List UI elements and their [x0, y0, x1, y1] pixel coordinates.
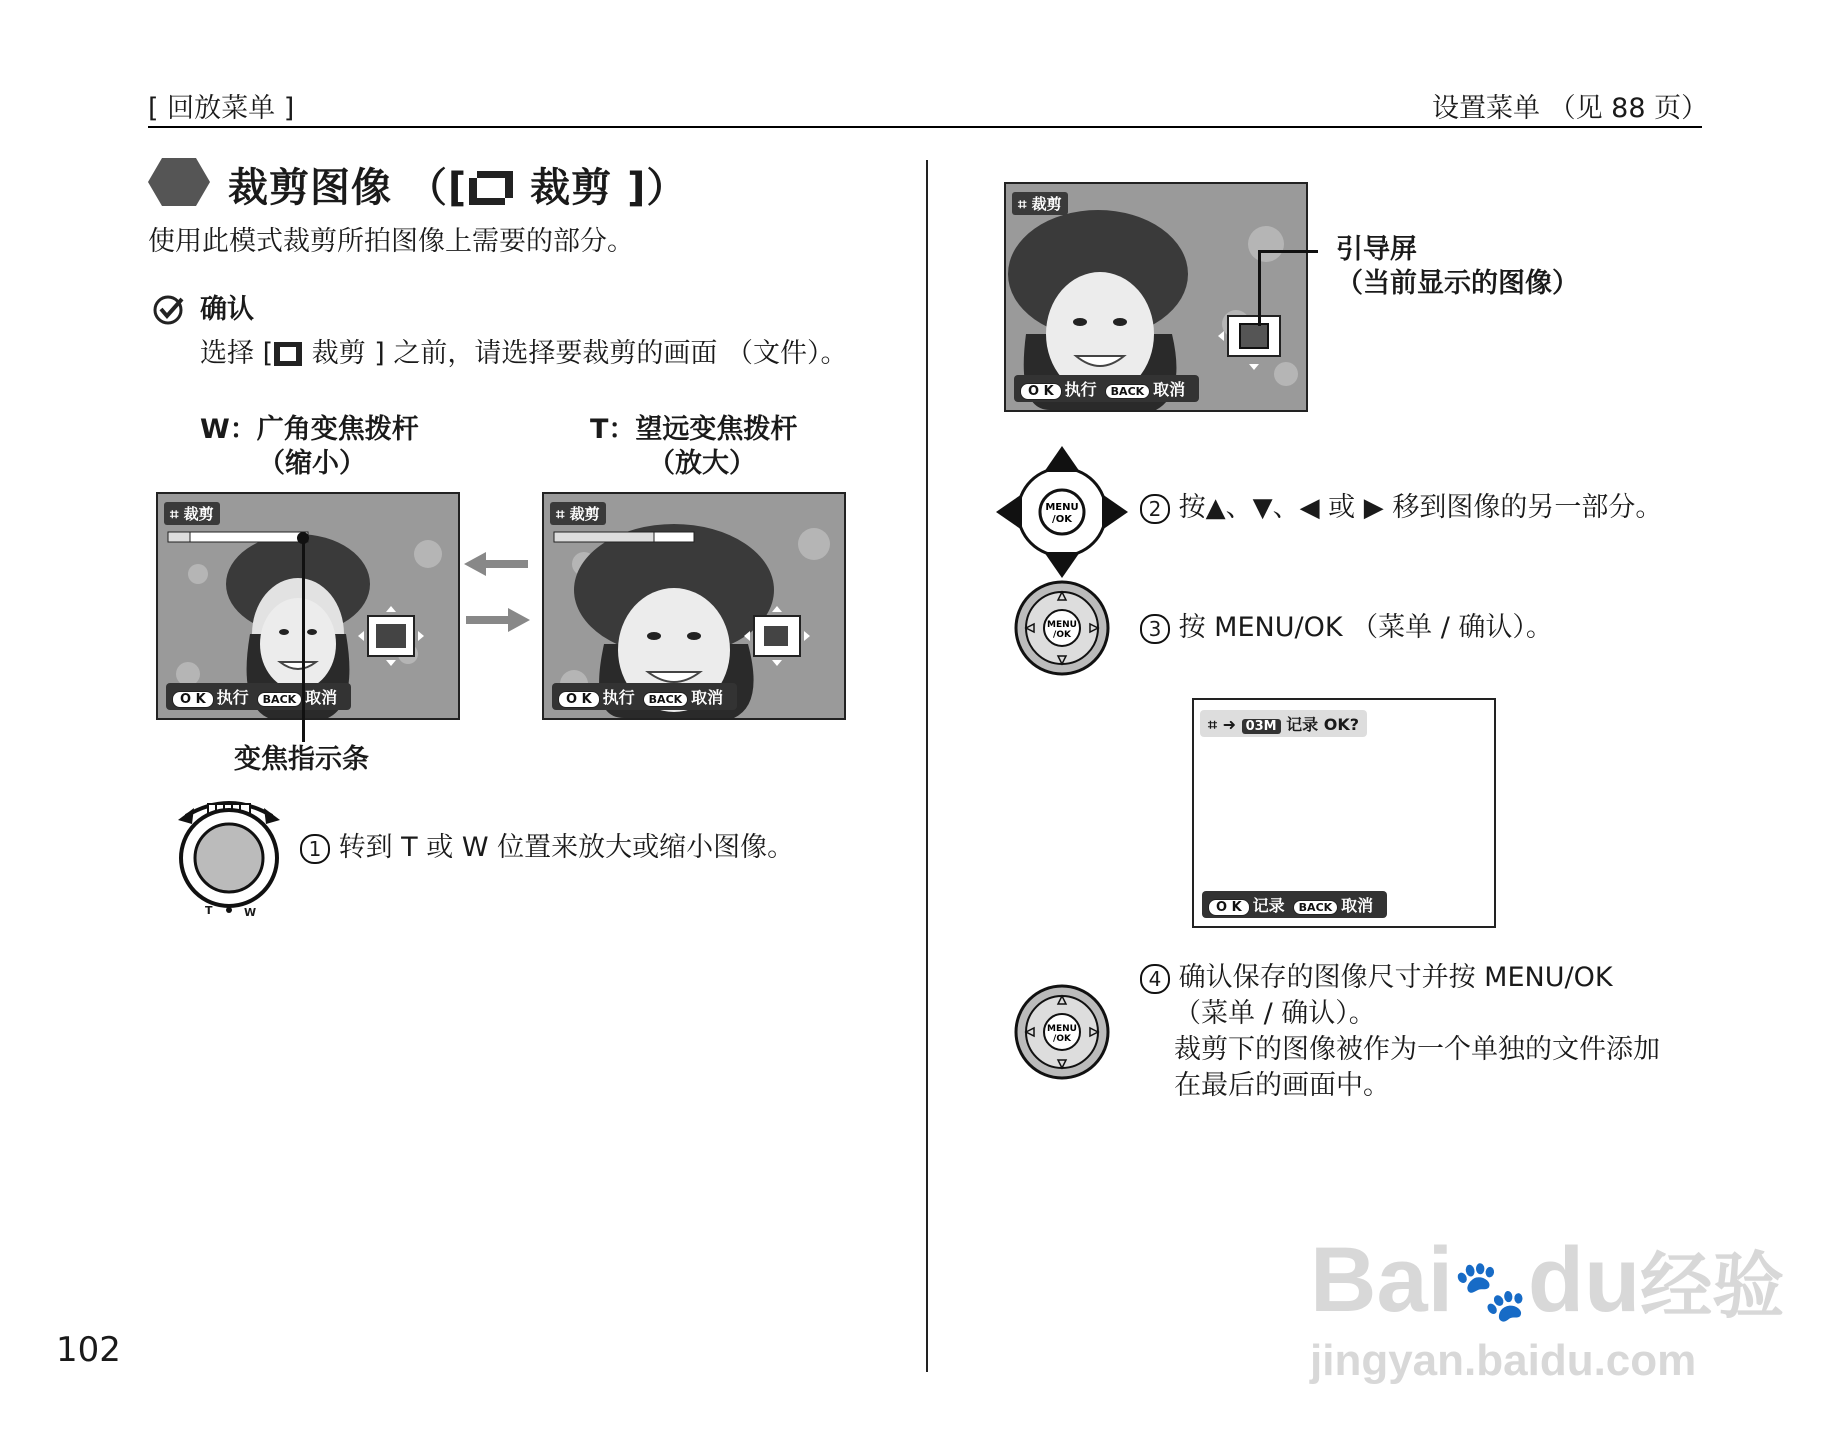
note-heading: 确认: [200, 294, 254, 325]
arrow-left-icon: ◀: [1299, 493, 1320, 523]
zoom-indicator-label: 变焦指示条: [234, 744, 369, 775]
menu-label: MENU: [1045, 502, 1079, 513]
check-note-icon: [152, 294, 190, 326]
lcd-screen-confirm: [1192, 698, 1496, 928]
zoom-arrows-icon: [464, 552, 530, 632]
lcd-footer: O K 执行 BACK 取消: [552, 683, 737, 710]
size-badge: 03M: [1242, 719, 1281, 734]
step-number-1: 1: [300, 834, 330, 864]
step-3-text: 按 MENU/OK （菜单 / 确认）。: [1178, 612, 1553, 643]
baidu-watermark-url: jingyan.baidu.com: [1310, 1336, 1697, 1385]
lcd-footer: O K 执行 BACK 取消: [166, 683, 351, 710]
indicator-pointer-line: [302, 536, 305, 742]
guide-leader-vertical: [1258, 250, 1261, 326]
section-title: 裁剪图像 （[ 裁剪 ]）: [228, 165, 688, 211]
step-3: [1140, 610, 1553, 646]
page-number: 102: [56, 1330, 121, 1370]
step-1-text: 转到 T 或 W 位置来放大或缩小图像。: [338, 832, 795, 863]
lcd-screen-tele: [542, 492, 846, 720]
step-2: 2 按▲、▼、◀ 或 ▶ 移到图像的另一部分。: [1140, 490, 1662, 526]
direction-pad-icon: [996, 446, 1128, 578]
step-number-3: 3: [1140, 614, 1170, 644]
ok-label: /OK: [1053, 1034, 1071, 1044]
confirm-footer: O K 记录 BACK 取消: [1202, 891, 1387, 918]
lcd-screen-guide: [1004, 182, 1308, 412]
menu-ok-button-icon: [1012, 578, 1112, 678]
crop-tag: ⌗ 裁剪: [1012, 192, 1068, 215]
indicator-pointer-dot: [297, 532, 309, 544]
ok-label: /OK: [1052, 514, 1072, 525]
paw-icon: 🐾: [1453, 1257, 1528, 1324]
step-number-4: 4: [1140, 964, 1170, 994]
baidu-watermark: Bai🐾du经验: [1310, 1229, 1785, 1331]
confirm-top-bar: ⌗ ➜ 03M 记录 OK?: [1200, 710, 1367, 737]
arrow-up-icon: ▲: [1205, 493, 1226, 523]
w-label-line2: （缩小）: [258, 448, 366, 479]
header-left: [ 回放菜单 ]: [148, 93, 295, 124]
t-label-line1: T：望远变焦拨杆: [590, 414, 798, 445]
menu-ok-button-icon: [1012, 982, 1112, 1082]
hexagon-icon: [148, 156, 210, 208]
w-label-line1: W：广角变焦拨杆: [200, 414, 419, 445]
crop-icon: [467, 169, 515, 207]
dial-w-label: W: [244, 906, 257, 919]
menu-label: MENU: [1047, 620, 1077, 630]
column-divider: [926, 160, 928, 1372]
lcd-screen-wide: [156, 492, 460, 720]
ok-label: /OK: [1053, 630, 1071, 640]
step-1: [300, 830, 794, 866]
arrow-down-icon: ▼: [1252, 493, 1273, 523]
menu-label: MENU: [1047, 1024, 1077, 1034]
intro-text: 使用此模式裁剪所拍图像上需要的部分。: [148, 226, 634, 257]
arrow-right-icon: ▶: [1363, 493, 1384, 523]
header-rule: [148, 126, 1702, 128]
zoom-lever-dial-icon: [172, 796, 286, 920]
guide-leader-horizontal: [1258, 250, 1318, 253]
crop-tag: ⌗ 裁剪: [550, 502, 606, 525]
crop-icon: [273, 341, 303, 367]
t-label-line2: （放大）: [648, 448, 756, 479]
header-right: 设置菜单 （见 88 页）: [1432, 93, 1709, 124]
guide-label-line2: （当前显示的图像）: [1336, 268, 1579, 299]
guide-label-line1: 引导屏: [1336, 234, 1417, 265]
note-text: 选择 [ 裁剪 ] 之前，请选择要裁剪的画面 （文件）。: [200, 338, 848, 369]
step-4: 4 确认保存的图像尺寸并按 MENU/OK （菜单 / 确认）。 裁剪下的图像被作为一个单独的文件添加 在最后的画面中。: [1140, 960, 1660, 1104]
step-number-2: 2: [1140, 494, 1170, 524]
lcd-footer: O K 执行 BACK 取消: [1014, 375, 1199, 402]
crop-tag: ⌗ 裁剪: [164, 502, 220, 525]
dial-t-label: T: [205, 904, 213, 917]
